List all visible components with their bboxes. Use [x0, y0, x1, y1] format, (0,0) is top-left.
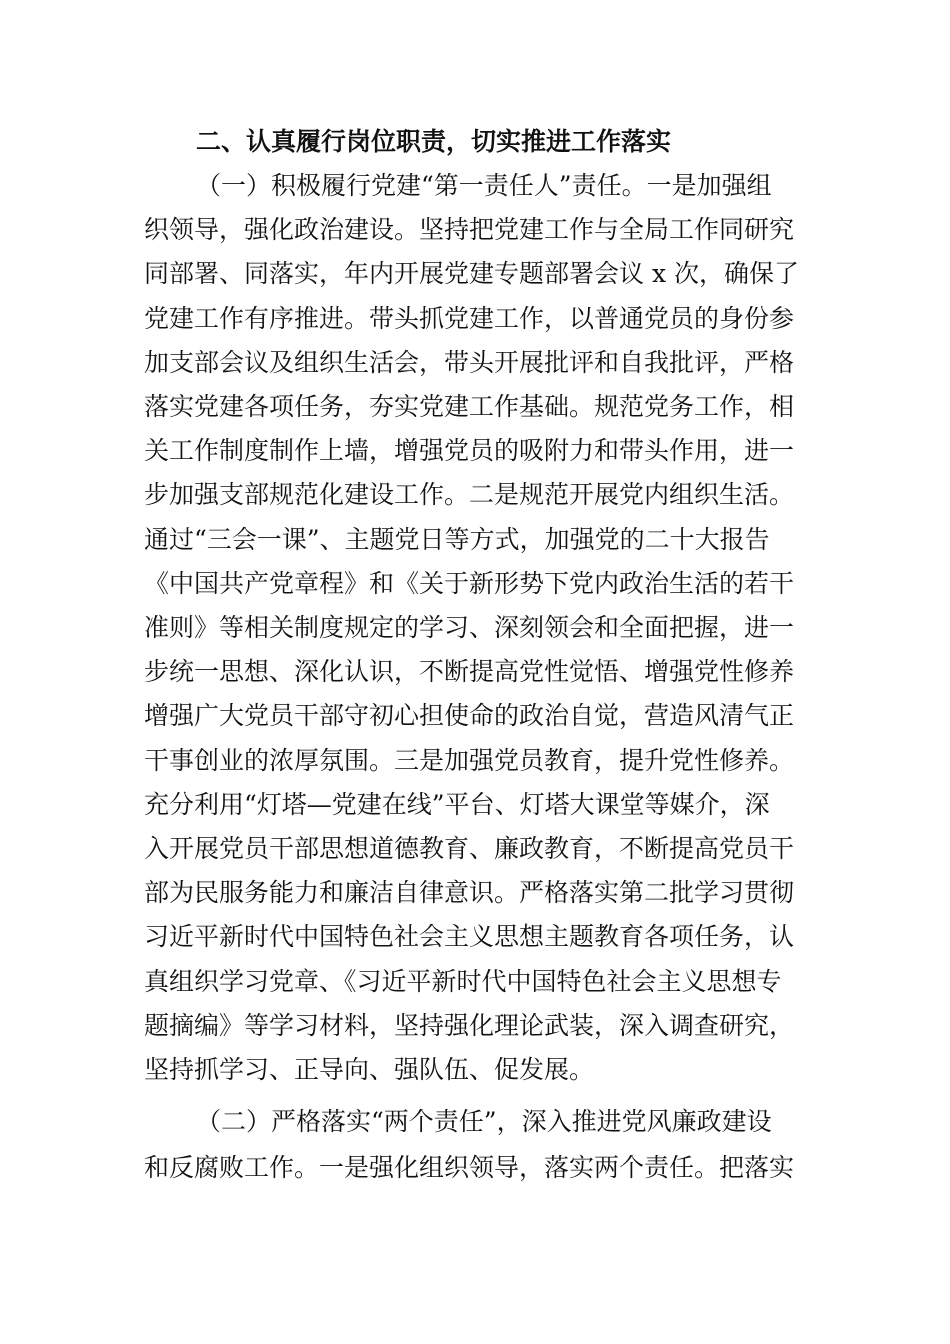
paragraph-line: 准则》等相关制度规定的学习、深刻领会和全面把握，进一 [144, 613, 795, 642]
paragraph-line: （一）积极履行党建“第一责任人”责任。一是加强组 [196, 171, 772, 200]
paragraph-line: 通过“三会一课”、主题党日等方式，加强党的二十大报告 [144, 525, 770, 554]
paragraph-line: （二）严格落实“两个责任”，深入推进党风廉政建设 [196, 1107, 772, 1136]
paragraph-line: 充分利用“灯塔—党建在线”平台、灯塔大课堂等媒介，深 [144, 790, 770, 819]
paragraph-line: 步加强支部规范化建设工作。二是规范开展党内组织生活。 [144, 480, 795, 509]
paragraph-line: 加支部会议及组织生活会，带头开展批评和自我批评，严格 [144, 348, 795, 377]
paragraph-line: 步统一思想、深化认识，不断提高党性觉悟、增强党性修养 [144, 657, 795, 686]
paragraph-line: 党建工作有序推进。带头抓党建工作，以普通党员的身份参 [144, 304, 795, 333]
paragraph-line: 习近平新时代中国特色社会主义思想主题教育各项任务，认 [144, 922, 795, 951]
paragraph-line: 坚持抓学习、正导向、强队伍、促发展。 [144, 1055, 595, 1084]
paragraph-line: 部为民服务能力和廉洁自律意识。严格落实第二批学习贯彻 [144, 878, 795, 907]
paragraph-line: 题摘编》等学习材料，坚持强化理论武装，深入调查研究， [144, 1011, 795, 1040]
paragraph-line: 织领导，强化政治建设。坚持把党建工作与全局工作同研究 [144, 215, 795, 244]
section-heading: 二、认真履行岗位职责，切实推进工作落实 [196, 127, 672, 156]
paragraph-line: 落实党建各项任务，夯实党建工作基础。规范党务工作，相 [144, 392, 795, 421]
paragraph-line: 增强广大党员干部守初心担使命的政治自觉，营造风清气正 [144, 701, 795, 730]
paragraph-line: 同部署、同落实，年内开展党建专题部署会议 x 次，确保了 [144, 259, 799, 288]
paragraph-line: 《中国共产党章程》和《关于新形势下党内政治生活的若干 [144, 569, 795, 598]
paragraph-line: 干事创业的浓厚氛围。三是加强党员教育，提升党性修养。 [144, 746, 795, 775]
paragraph-line: 关工作制度制作上墙，增强党员的吸附力和带头作用，进一 [144, 436, 795, 465]
paragraph-line: 真组织学习党章、《习近平新时代中国特色社会主义思想专 [144, 967, 782, 996]
paragraph-line: 和反腐败工作。一是强化组织领导，落实两个责任。把落实 [144, 1153, 795, 1182]
paragraph-line: 入开展党员干部思想道德教育、廉政教育，不断提高党员干 [144, 834, 795, 863]
